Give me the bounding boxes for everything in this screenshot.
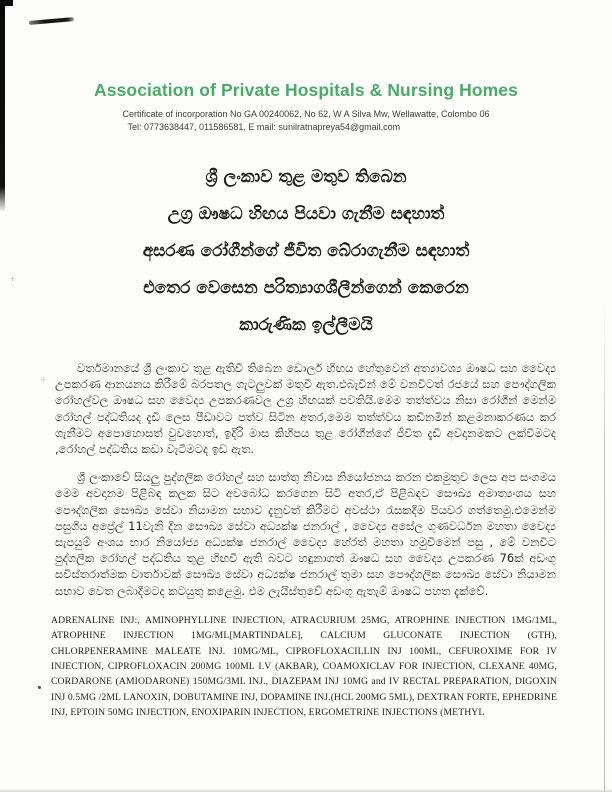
medication-list: ADRENALINE INJ:, AMINOPHYLLINE INJECTION, ATRACURIUM 25MG, ATROPHINE INJECTION 1MG/1ML, ATROPHINE INJECTION 1MG/ML[MARTINDALE], CALCIUM GLUCONATE INJECTION (GTH), CHLORPENERAMINE MALEATE INJ. 10MG/ML, CIPROFLOXACILLIN INJ 100ML, CEFUROXIME FOR IV INJECTION, CIPROFLOXACIN 200MG 100ML I.V (AKBAR), COAMOXICLAV FOR INJECTION, CLEXANE 40MG, CORDARONE (AMIODARONE) 150MG/3ML INJ., DIAZEPAM INJ 10MG and IV RECTAL PREPARATION, DIGOXIN INJ 0.5MG /2ML LANOXIN, DOBUTAMINE INJ, DOPAMINE INJ.(HCL 200MG 5ML), DEXTRAN FORTE, EPHEDRINE INJ, EPTOIN 50MG INJECTION, ENOXIPARIN INJECTION, ERGOMETRINE INJECTIONS (METHYL — [51, 614, 557, 719]
body-paragraph-2: ශ්‍රී ලංකාවේ සියලු පුද්ගලික රෝහල් සහ සාත්තු නිවාස නියෝජනය කරන එකමුතුව ලෙස අප සංගමය මෙම අවදානම පිළිබඳ කලක සිට අවබෝධ කරගෙන සිටි අතර,ඒ පිළිබඳව සෞඛ්‍ය අමාත්‍යංශය සහ පෞද්ගලික සෞඛ්‍ය සේවා නියාමන සභාව දැනුවත් කිරීමට අවස්ථා රැසකදීම පියවර ගත්තෙමු.එමෙන්ම පසුගිය අප්‍රේල් 11වැනි දින සෞඛ්‍ය සේවා අධ්‍යක්ෂ ජනරාල් , වෛද්‍ය අසේල ගුණවර්ධන මහතා වෛද්‍ය සැපයුම් අංශය භාර නියෝජ්‍ය අධ්‍යක්ෂ ජනරාල් වෛද්‍ය හේරත් මහතා හමුවීමෙන් පසු , මේ වනවිට පුද්ගලික රෝහල් පද්ධතිය තුළ හිඟවී ඇති බවට හඳුනාගත් ඖෂධ සහ වෛද්‍ය උපකරණ 76ක් අඩංගු සවිස්තරාත්මක වාර්තාවක් සෞඛ්‍ය සේවා අධ්‍යක්ෂ ජනරාල් තුමා සහ පෞද්ගලික සෞඛ්‍ය සේවා නියාමන සභාව වෙත ලබාදීමටද කටයුතු කළෙමු. එම ලැයිස්තුවේ අඩංගු ඇතැම් ඖෂධ පහත දැක්වේ. — [55, 470, 556, 598]
scan-artifact-left-strip — [0, 0, 5, 212]
headline-line-5: කාරුණික ඉල්ලීමයි — [239, 315, 373, 335]
headline-line-2: උග්‍ර ඖෂධ හිඟය පියවා ගැනීම සඳහාත් — [167, 204, 445, 224]
scan-artifact-speck: + — [9, 274, 16, 283]
scan-artifact-corner-mark — [0, 0, 13, 6]
body-paragraph-1: වර්තමානයේ ශ්‍රී ලංකාව තුළ ඇතිවී තිබෙන ඩොලර් හිඟය හේතුවෙන් අත්‍යාවශ්‍ය ඖෂධ සහ වෛද්‍ය උපකරණ ආනයනය කිරීමේ බරපතල ගැටලුවක් මතුවී ඇත.එබැවින් මේ වනවිටත් රජයේ සහ පෞද්ගලික රෝහල්වල ඖෂධ සහ වෛද්‍ය උපකරණවල උග්‍ර හිඟයක් පවතියි.මෙම තත්ත්වය නිසා රෝගීන් මෙන්ම රෝහල් පද්ධතියද දැඩි ලෙස පීඩාවට පත්ව සිටින අතර,මෙම තත්ත්වය කඩිනමින් කළමනාකරණය කර ගැනීමට අපොහොසත් වුවහොත්, ඉදිරි මාස කිහිපය තුළ රෝගීන්ගේ ජීවිත දැඩි අවදානමකට ලක්වීමටද ,රෝහල් පද්ධතිය කඩා වැටීමටද ඉඩ ඇත. — [55, 361, 556, 457]
headline-line-4: එතෙර වෙසෙන පරිත්‍යාගශීලීන්ගෙන් කෙරෙන — [143, 278, 469, 298]
scan-artifact-right-edge-line — [604, 300, 605, 792]
scan-artifact-ink-dot — [38, 686, 41, 689]
letterhead — [0, 0, 612, 133]
headline-line-1: ශ්‍රී ලංකාව තුළ මතුව තිබෙන — [205, 167, 407, 187]
appeal-headline — [0, 159, 612, 344]
letter-body — [0, 344, 612, 599]
certificate-incorporation-line: Certificate of incorporation No GA 00240062, No 62, W A Silva Mw, Wellawatte, Colombo 06 — [122, 109, 490, 119]
scan-artifact-speck: + — [40, 375, 47, 384]
letterhead-contact-block — [122, 108, 489, 133]
telephone-email-line: Tel: 0773638447, 011586581, E mail: sunilratnapreya54@gmail.com — [127, 121, 401, 132]
organization-name: Association of Private Hospitals & Nursing Homes — [94, 80, 518, 100]
headline-line-3: අසරණ රෝගීන්ගේ ජීවිත බේරාගැනීම සඳහාත් — [142, 241, 470, 261]
medication-list-section — [0, 611, 612, 721]
